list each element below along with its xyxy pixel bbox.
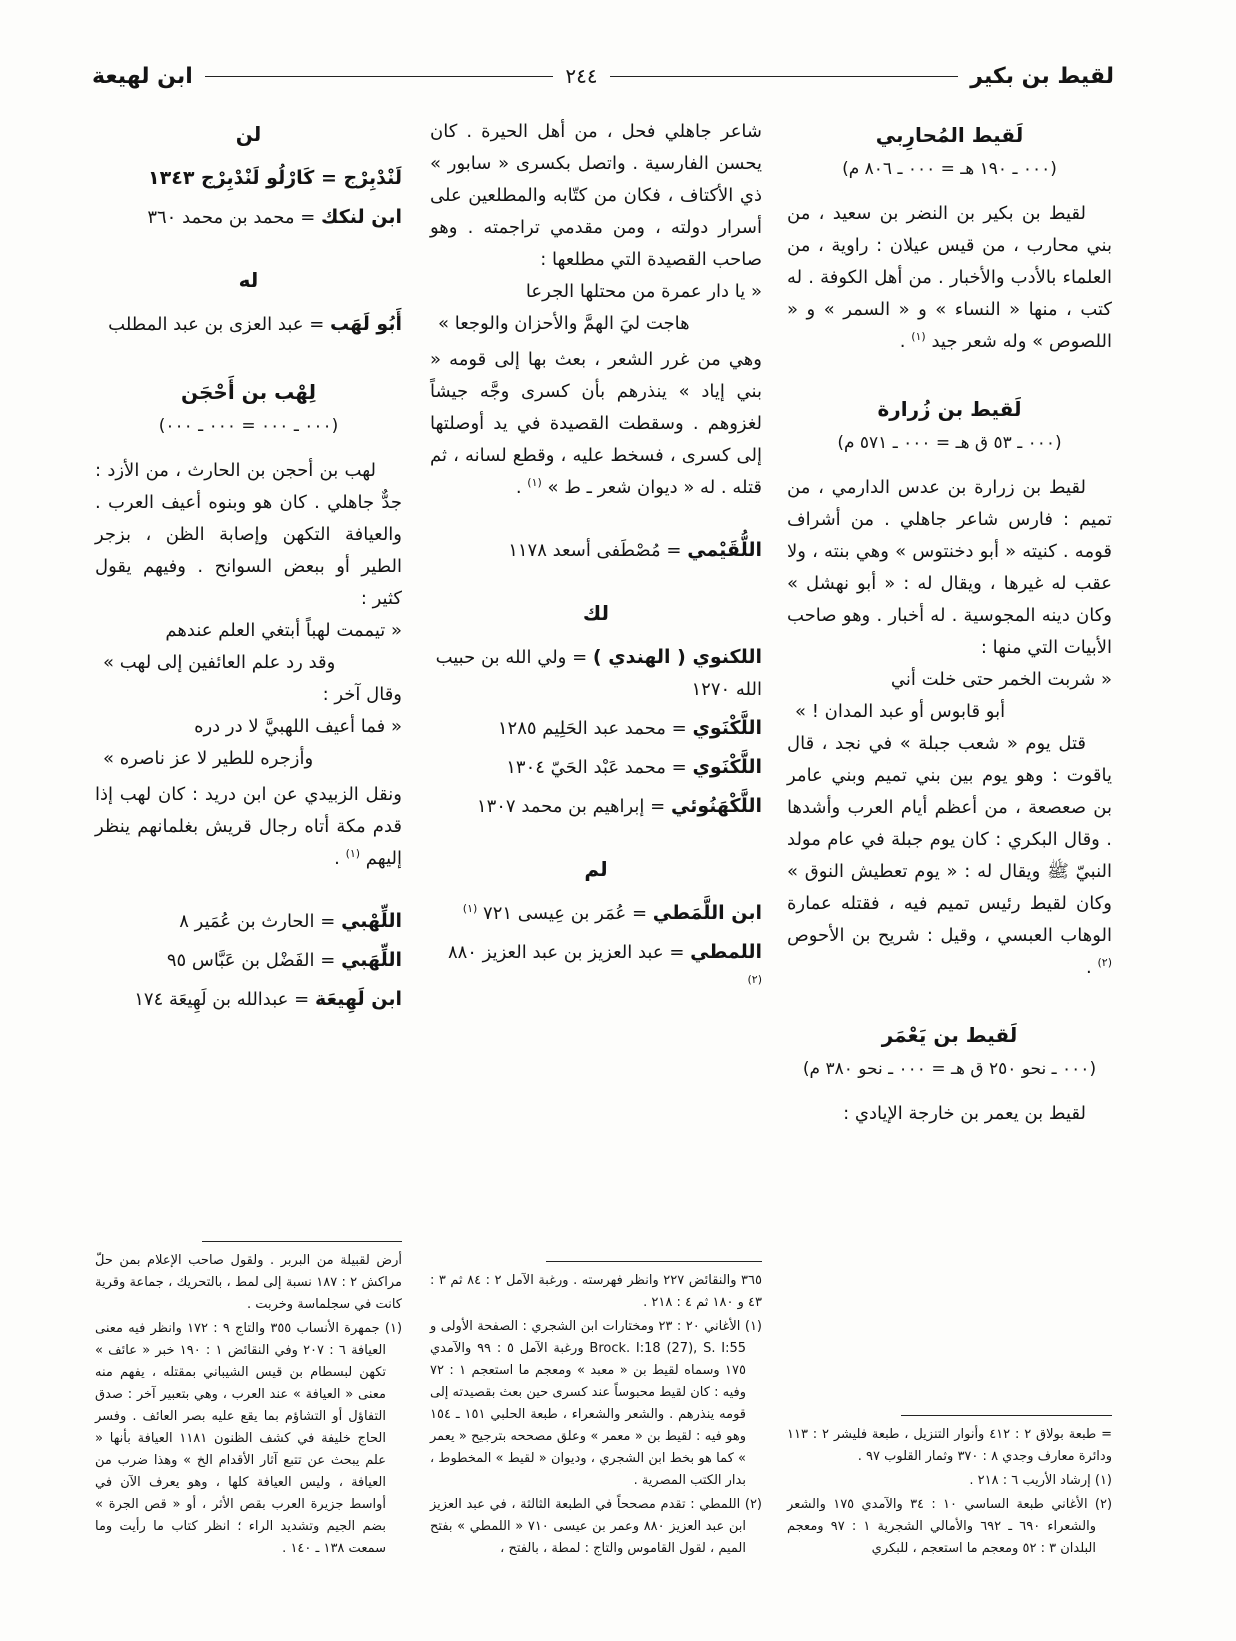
verse-hemistich: وقد رد علم العائفين إلى لهب » [103,652,336,673]
biography-text: لقيط بن بكير بن النضر بن سعيد ، من بني محارب ، من قيس عيلان : راوية ، من العلماء بالأدب والأخبار . من أهل الكوفة . له كتب ، منها « النساء » و « السمر » و « اللصوص » وله شعر جيد [787,203,1112,352]
entry-biography [787,198,1112,358]
footnote-ref: (١) [911,330,926,343]
poem-verse [95,711,402,775]
xref-target: = إبراهيم بن محمد ١٣٠٧ [476,796,671,817]
entry-biography [95,779,402,875]
entry-dates: (٠٠٠ ـ ١٩٠ هـ = ٠٠٠ ـ ٨٠٦ م) [842,159,1057,179]
letter-section-heading: لن [235,122,262,146]
column-middle [430,112,762,1562]
xref-name: ابن لنكك [321,206,402,228]
xref-name: اللَّكْهَنُوئي [670,795,762,817]
poem-verse [787,664,1112,728]
entry-biography: لقيط بن يعمر بن خارجة الإيادي : [843,1103,1086,1124]
cross-reference [430,751,762,784]
entry-heading: لِهْب بن أَحْجَن [181,380,316,404]
biography-text-end: . [515,477,528,498]
column-left [95,112,402,1562]
xref-name: لَنْدْبِرْج [343,167,402,189]
footnote [430,1316,762,1492]
column-right-body [787,112,1112,1130]
xref-target: = مُصْطَفى أسعد ١١٧٨ [508,540,688,561]
footnote: (٢) اللمطي : تقدم مصححاً في الطبعة الثالثة ، في عبد العزيز ابن عبد العزيز ٨٨٠ وعمر بن عيسى ٧١٠ « اللمطي » بفتح الميم ، لقول القاموس والتاج : لمطة ، بالفتح ، [430,1497,762,1556]
xref-name: اللِّهَبي [341,949,402,971]
verse-hemistich: « تيممت لهباً أبتغي العلم عندهم [165,620,402,641]
entry-biography [787,728,1112,984]
entry-biography [430,344,762,504]
verse-hemistich: « فما أعيف اللهبيَّ لا در دره [194,716,402,737]
xref-target: = عبدالله بن لَهِيعَة ١٧٤ [134,989,315,1010]
running-header [92,56,1114,96]
xref-name: ابن لَهِيعَة [314,988,402,1010]
footnotes [787,1415,1112,1562]
xref-name: اللمطي [690,941,762,963]
cross-reference [430,712,762,745]
verse-intro: وقال آخر : [322,684,402,705]
xref-target: = كَارْلُو لَنْدْبِرْج ١٣٤٣ [148,167,344,189]
letter-section-heading: له [238,268,259,292]
page-number: ٢٤٤ [565,64,598,88]
verse-hemistich: أبو قابوس أو عبد المدان ! » [795,701,1006,722]
entry-biography: لقيط بن زرارة بن عدس الدارمي ، من تميم : فارس شاعر جاهلي . من أشراف قومه . كنيته « أبو دخنتوس » وهي بنته ، ولا عقب له غيرها ، ويقال له : « أبو نهشل » وكان دينه المجوسية . له أخبار . وهو صاحب الأبيات التي منها : [787,477,1112,658]
xref-target: = محمد عَبْد الحَيّ ١٣٠٤ [506,757,693,778]
footnote-ref: (١) [462,902,478,915]
header-rule [205,76,554,77]
entry-heading: لَقيط بن زُرارة [877,397,1022,421]
header-rule [610,76,959,77]
entry-dates: (٠٠٠ ـ ٥٣ ق هـ = ٠٠٠ ـ ٥٧١ م) [837,433,1062,453]
cross-reference [430,897,762,930]
cross-reference [430,790,762,823]
cross-reference [95,201,402,234]
footnote-text: ورغبة الآمل ٥ : ٩٩ والآمدي ١٧٥ وسماه لقيط بن « معبد » ومعجم ما استعجم ١ : ٧٢ وفيه : كان لقيط محبوساً عند كسرى حين بعث بقصيدته إلى قومه ينذرهم . والشعر والشعراء ، طبعة الحلبي ١٥١ ـ ١٥٤ وهو فيه : لقيط بن « معمر » وعلق مصححه بترجيح « يعمر » كما هو بخط ابن الشجري ، وديوان « لقيط » المخطوط ، بدار الكتب المصرية . [430,1341,746,1488]
xref-target: = عبد العزى بن عبد المطلب [108,314,331,335]
cross-reference [95,308,402,341]
footnote-ref: (٢) [747,973,762,986]
xref-target: = محمد بن محمد ٣٦٠ [147,207,321,228]
letter-section-heading: لك [582,601,610,625]
letter-section-heading: لم [584,857,608,881]
biography-text-end: . [334,848,346,869]
xref-name: اللُّقَيْمي [687,539,762,561]
biography-text-end: . [899,331,912,352]
biography-text-end: . [1086,957,1098,978]
entry-biography: لهب بن أحجن بن الحارث ، من الأزد : جدٌّ جاهلي . كان هو وبنوه أعيف العرب . والعيافة التكهن وإصابة الظن ، بزجر الطير أو ببعض السوانح . وفيهم يقول كثير : [95,460,402,609]
footnote-ref: (١) [345,847,361,860]
footnote-separator [202,1241,402,1242]
footnote-separator [546,1261,762,1262]
cross-reference [95,905,402,938]
cross-reference [430,534,762,567]
footnote: (١) إرشاد الأريب ٦ : ٢١٨ . [969,1473,1112,1488]
entry-heading: لَقيط المُحارِبي [875,123,1024,147]
entry-biography: شاعر جاهلي فحل ، من أهل الحيرة . كان يحسن الفارسية . واتصل بكسرى « سابور » ذي الأكتاف ، فكان من كتّابه والمطلعين على أسرار دولته ، ومن مقدمي تراجمته . وهو صاحب القصيدة التي مطلعها : [430,121,762,270]
xref-target: = ولي الله بن حبيب الله ١٢٧٠ [435,647,762,700]
header-right-title: لقيط بن بكير [970,63,1114,89]
biography-text: ونقل الزبيدي عن ابن دريد : كان لهب إذا قدم مكة أتاه رجال قريش بغلمانهم ينظر إليهم [95,784,402,869]
footnote: أرض لقبيلة من البربر . ولقول صاحب الإعلام بمن حلّ مراكش ٢ : ١٨٧ نسبة إلى لمط ، بالتحريك ، جماعة وقرية كانت في سجلماسة وخربت . [95,1253,402,1312]
footnote-text: (١) الأغاني ٢٠ : ٢٣ ومختارات ابن الشجري : الصفحة الأولى و [430,1319,762,1334]
entry-dates: (٠٠٠ ـ نحو ٢٥٠ ق هـ = ٠٠٠ ـ نحو ٣٨٠ م) [802,1059,1097,1079]
verse-hemistich: وأزجره للطير لا عز ناصره » [103,748,314,769]
xref-target: = عبد العزيز بن عبد العزيز ٨٨٠ [447,942,691,963]
biography-text: وهي من غرر الشعر ، بعث بها إلى قومه « بني إياد » ينذرهم بأن كسرى وجَّه جيشاً لغزوهم . وسقطت القصيدة في يد أوصلتها إلى كسرى ، فسخط عليه ، وقطع لسانه ، ثم قتله . له « ديوان شعر ـ ط » [430,349,762,498]
cross-reference [95,944,402,977]
xref-name: اللكنوي ( الهندي ) [592,646,762,668]
xref-name: اللِّهْبي [341,910,402,932]
verse-hemistich: « شربت الخمر حتى خلت أني [890,669,1112,690]
footnote-latin-citation: Brock. I:18 (27), S. I:55 [589,1341,746,1356]
footnotes [95,1241,402,1562]
footnote: (١) جمهرة الأنساب ٣٥٥ والتاج ٩ : ١٧٢ وانظر فيه معنى العيافة ٦ : ٢٠٧ وفي النقائض ١ : ١٩٠ خبر « عائف » تكهن لبسطام بن قيس الشيباني بمقتله ، يفهم منه معنى « العيافة » عند العرب ، وهي بتعبير آخر : صدق التفاؤل أو التشاؤم بما يقع عليه بصر العائف . وفسر الحاج خليفة في كشف الظنون ١١٨١ العيافة بأنها « علم يبحث عن تتبع آثار الأقدام الخ » وهذا ضرب من العيافة ، وليس العيافة كلها ، وهو يعرف الآن في أواسط جزيرة العرب بقص الأثر ، أو « قص الجرة » بضم الجيم وتشديد الراء ؛ انظر كتاب ما رأيت وما سمعت ١٣٨ ـ ١٤٠ . [95,1321,403,1556]
column-right [787,112,1112,1562]
poem-verse [95,615,402,679]
verse-hemistich: هاجت ليَ الهمَّ والأحزان والوجعا » [438,313,690,334]
entry-heading: لَقيط بن يَعْمَر [881,1023,1018,1047]
footnote: (٢) الأغاني طبعة الساسي ١٠ : ٣٤ والآمدي ١٧٥ والشعر والشعراء ٦٩٠ ـ ٦٩٢ والأمالي الشجرية ١ : ٩٧ ومعجم البلدان ٣ : ٥٢ ومعجم ما استعجم ، للبكري [787,1497,1113,1556]
xref-target: = محمد عبد الحَلِيم ١٢٨٥ [497,718,693,739]
verse-hemistich: « يا دار عمرة من محتلها الجرعا [525,281,762,302]
xref-target: = الفَضْل بن عَبَّاس ٩٥ [166,950,342,971]
biography-text: قتل يوم « شعب جبلة » في نجد ، قال ياقوت : وهو يوم بين بني تميم وبني عامر بن صعصعة ، من أعظم أيام العرب وأشدها . وقال البكري : كان يوم جبلة في عام مولد النبيّ ﷺ ويقال له : « يوم تعطيش النوق » وكان لقيط رئيس تميم فيه ، فقتله عمارة الوهاب العبسي ، وقيل : شريح بن الأحوص [787,733,1112,946]
poem-verse [430,276,762,340]
footnote: = طبعة بولاق ٢ : ٤١٢ وأنوار التنزيل ، طبعة فليشر ٢ : ١١٣ ودائرة معارف وجدي ٨ : ٣٧٠ وثمار القلوب ٩٧ . [787,1427,1112,1464]
footnotes [430,1261,762,1562]
xref-name: اللَّكْنَوي [692,756,762,778]
footnote-separator [901,1415,1112,1416]
xref-target: = الحارث بن عُمَير ٨ [179,911,342,932]
xref-name: اللَّكْنَوي [692,717,762,739]
cross-reference [430,936,762,1001]
header-left-title: ابن لهيعة [91,63,193,89]
footnote-ref: (٢) [1097,956,1112,969]
cross-reference [95,162,402,195]
column-left-body [95,112,402,1022]
cross-reference [95,983,402,1016]
xref-target: = عُمَر بن عِيسى ٧٢١ [477,903,653,924]
cross-reference [430,641,762,706]
xref-name: ابن اللَّمَطي [652,902,762,924]
xref-name: أَبُو لَهَب [330,313,402,335]
column-middle-body [430,112,762,1007]
footnote-ref: (١) [527,476,542,489]
entry-dates: (٠٠٠ ـ ٠٠٠ = ٠٠٠ ـ ٠٠٠) [158,416,339,436]
footnote: ٣٦٥ والنقائض ٢٢٧ وانظر فهرسته . ورغبة الآمل ٢ : ٨٤ ثم ٣ : ٤٣ و ١٨٠ ثم ٤ : ٢١٨ . [430,1273,762,1310]
